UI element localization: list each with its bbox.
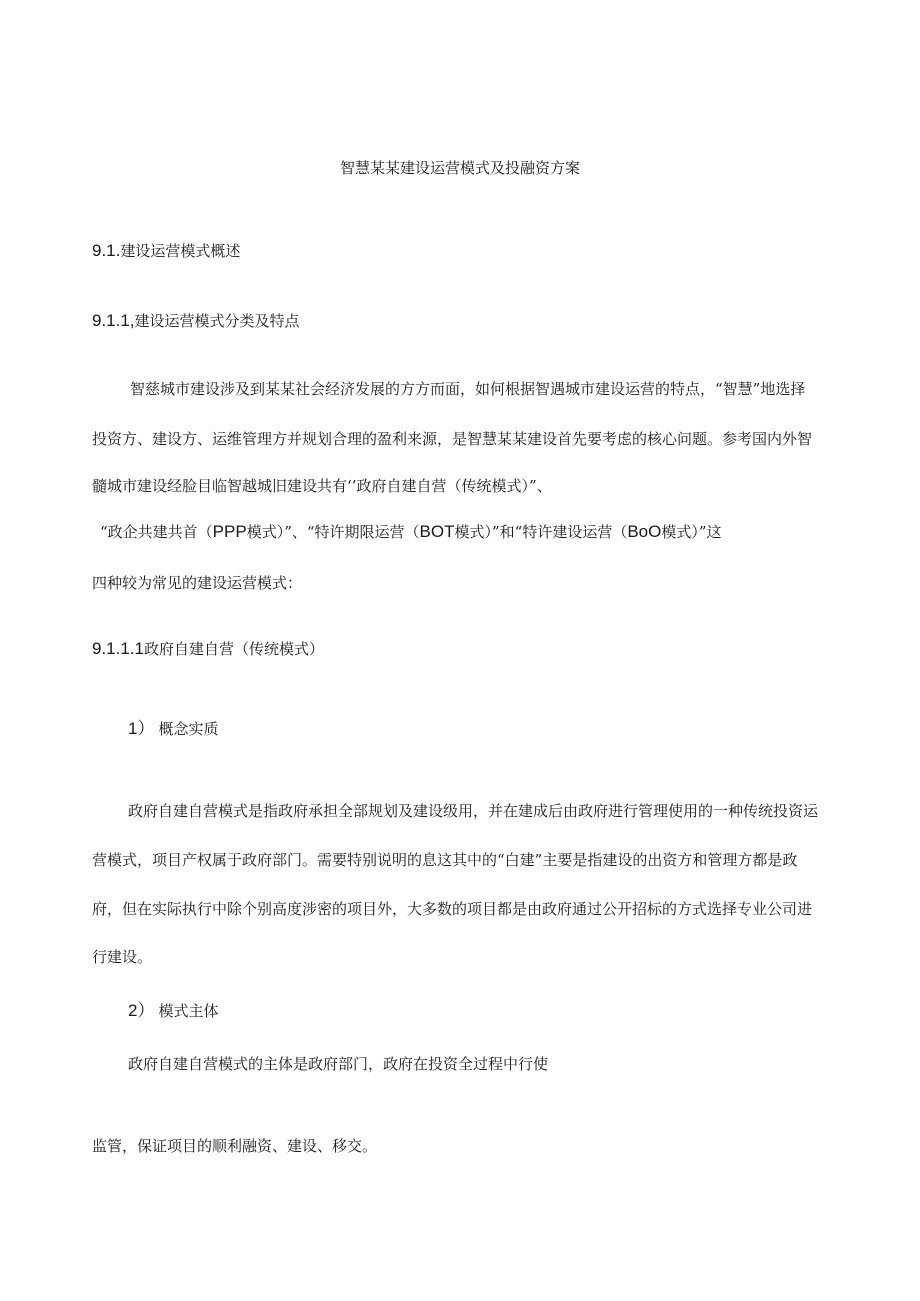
models-text-1: “政企共建共首（	[100, 523, 213, 541]
item-number: 1）	[128, 719, 155, 738]
intro-line-1: 智慈城市建设涉及到某某社会经济发展的方方而面，如何根据智遇城市建设运营的特点，“智慧”地选择	[130, 380, 806, 398]
item-2	[128, 1001, 218, 1021]
heading-number: 9.1.1.1	[92, 639, 144, 658]
subject-line: 政府自建自营模式的主体是政府部门，政府在投资全过程中行使	[128, 1055, 549, 1073]
concept-line-1: 政府自建自营模式是指政府承担全部规划及建设级用，并在建成后由政府进行管理使用的一种传统投资运	[128, 802, 819, 820]
intro-line-3: 髓城市建设经脸目临智越城旧建设共有‘’政府自建自营（传统模式）”、	[92, 477, 552, 495]
document-title: 智慧某某建设运营模式及投融资方案	[339, 159, 580, 177]
heading-number: 9.1.1,	[92, 311, 135, 330]
concept-line-3: 府，但在实际执行中除个别高度涉密的项目外，大多数的项目都是由政府通过公开招标的方式选择专业公司进	[92, 900, 813, 918]
bot-abbrev: BOT	[419, 522, 455, 541]
item-text: 概念实质	[158, 720, 219, 738]
models-text-2: 模式）”、“特许期限运营（	[246, 523, 420, 541]
heading-9-1	[92, 241, 240, 261]
ppp-abbrev: PPP	[212, 522, 247, 541]
models-text-4: 模式）”这	[661, 523, 722, 541]
models-line	[100, 522, 722, 542]
models-text-3: 模式）”和“特许建设运营（	[454, 523, 628, 541]
heading-number: 9.1.	[92, 241, 121, 260]
models-line-2: 四种较为常见的建设运营模式：	[92, 574, 303, 592]
heading-text: 建设运营模式概述	[120, 242, 241, 260]
heading-9-1-1-1	[92, 639, 324, 659]
heading-text: 建设运营模式分类及特点	[134, 312, 300, 330]
concept-line-4: 行建设。	[92, 948, 153, 966]
boo-abbrev: BoO	[627, 522, 662, 541]
item-number: 2）	[128, 1001, 155, 1020]
heading-9-1-1	[92, 311, 300, 331]
item-1	[128, 719, 218, 739]
item-text: 模式主体	[158, 1002, 219, 1020]
heading-text: 政府自建自营（传统模式）	[144, 640, 325, 658]
intro-line-2: 投资方、建设方、运维管理方并规划合理的盈利来源，是智慧某某建设首先要考虑的核心问题。参考国内外智	[92, 430, 813, 448]
final-line: 监管，保证项目的顺利融资、建设、移交。	[92, 1137, 378, 1155]
concept-line-2: 营模式，项目产权属于政府部门。需要特别说明的息这其中的“白建”主要是指建设的出资方和管理方都是政	[92, 851, 798, 869]
